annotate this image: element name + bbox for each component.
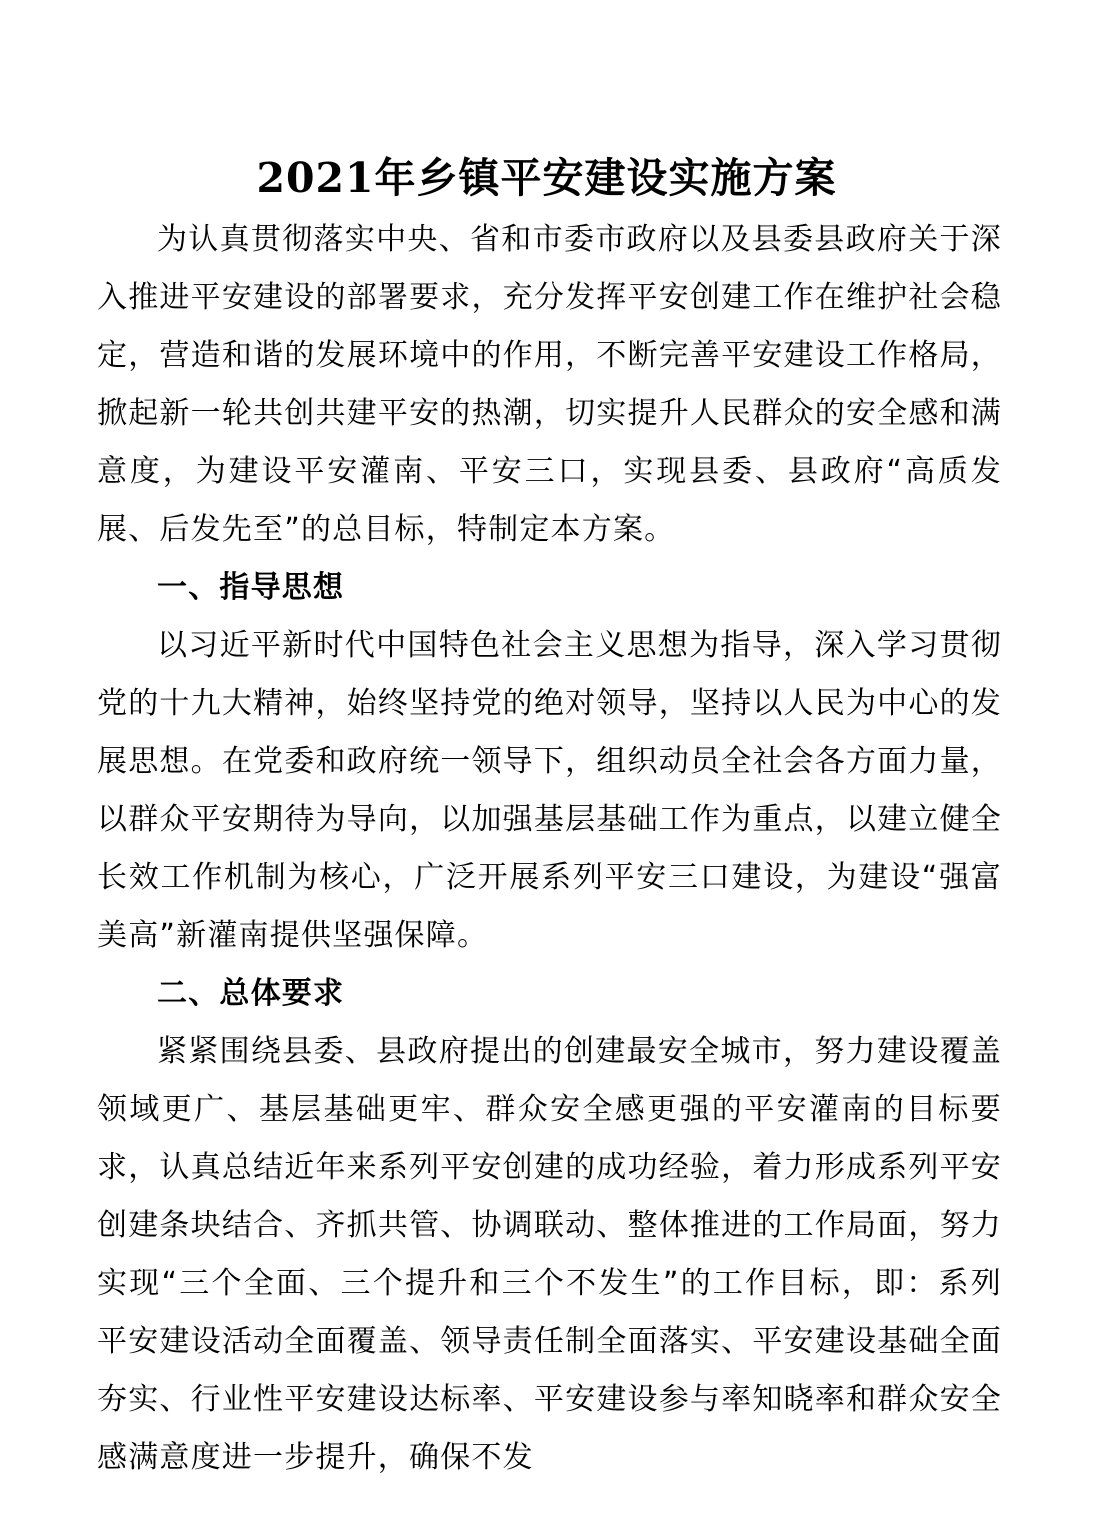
section-paragraph-overall-requirements: 紧紧围绕县委、县政府提出的创建最安全城市，努力建设覆盖领域更广、基层基础更牢、群众安全感更强的平安灌南的目标要求，认真总结近年来系列平安创建的成功经验，着力形成系列平安创建条块结合、齐抓共管、协调联动、整体推进的工作局面，努力实现“三个全面、三个提升和三个不发生”的工作目标，即：系列平安建设活动全面覆盖、领导责任制全面落实、平安建设基础全面夯实、行业性平安建设达标率、平安建设参与率知晓率和群众安全感满意度进一步提升，确保不发 (97, 1034, 1002, 1475)
intro-paragraph: 为认真贯彻落实中央、省和市委市政府以及县委县政府关于深入推进平安建设的部署要求，充分发挥平安创建工作在维护社会稳定，营造和谐的发展环境中的作用，不断完善平安建设工作格局，掀起新一轮共创共建平安的热潮，切实提升人民群众的安全感和满意度，为建设平安灌南、平安三口，实现县委、县政府“高质发展、后发先至”的总目标，特制定本方案。 (97, 222, 1002, 547)
section-heading-overall-requirements: 二、总体要求 (157, 976, 345, 1011)
document-body (97, 211, 1002, 1487)
document-title: 2021年乡镇平安建设实施方案 (256, 154, 837, 202)
section-heading-guiding-ideology: 一、指导思想 (157, 570, 345, 605)
section-paragraph-guiding-ideology: 以习近平新时代中国特色社会主义思想为指导，深入学习贯彻党的十九大精神，始终坚持党的绝对领导，坚持以人民为中心的发展思想。在党委和政府统一领导下，组织动员全社会各方面力量，以群众平安期待为导向，以加强基层基础工作为重点，以建立健全长效工作机制为核心，广泛开展系列平安三口建设，为建设“强富美高”新灌南提供坚强保障。 (97, 628, 1002, 953)
